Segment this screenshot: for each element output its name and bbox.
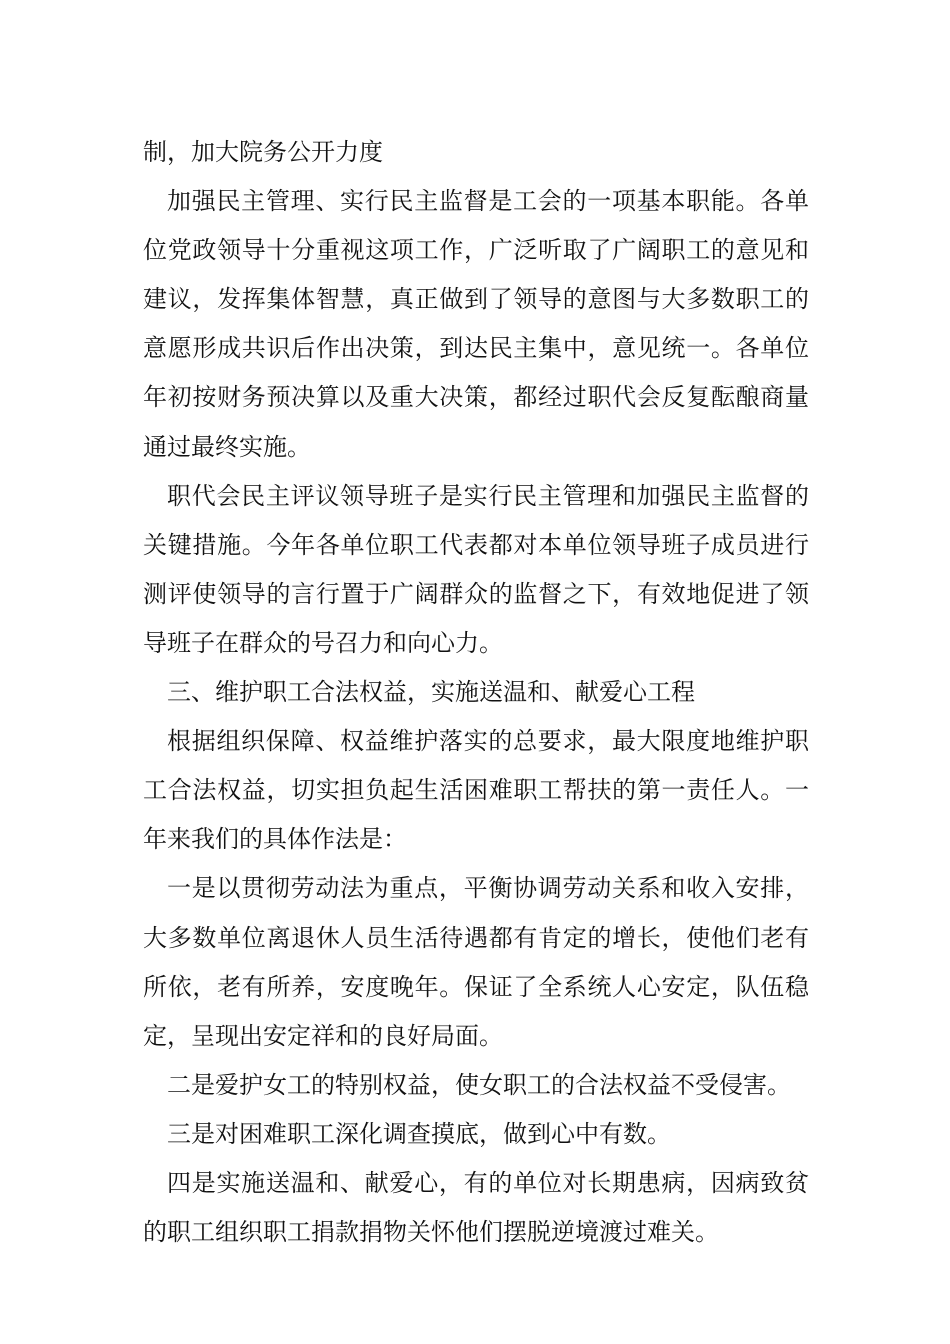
section-heading-3: 三、维护职工合法权益，实施送温和、献爱心工程 <box>167 678 695 707</box>
paragraph-item-2: 二是爱护女工的特别权益，使女职工的合法权益不受侵害。 <box>167 1070 791 1099</box>
paragraph-leadership-review: 职代会民主评议领导班子是实行民主管理和加强民主监督的关键措施。今年各单位职工代表都对本单位领导班子成员进行测评使领导的言行置于广阔群众的监督之下，有效地促进了领导班子在群众的号召力和向心力。 <box>143 481 809 657</box>
paragraph-item-3: 三是对困难职工深化调查摸底，做到心中有数。 <box>167 1119 671 1148</box>
paragraph-rights-protection: 根据组织保障、权益维护落实的总要求，最大限度地维护职工合法权益，切实担负起生活困难职工帮扶的第一责任人。一年来我们的具体作法是： <box>143 727 809 854</box>
paragraph-item-1: 一是以贯彻劳动法为重点，平衡协调劳动关系和收入安排，大多数单位离退休人员生活待遇都有肯定的增长，使他们老有所依，老有所养，安度晚年。保证了全系统人心安定，队伍稳定，呈现出安定祥和的良好局面。 <box>143 874 809 1050</box>
paragraph-democratic-management: 加强民主管理、实行民主监督是工会的一项基本职能。各单位党政领导十分重视这项工作，广泛听取了广阔职工的意见和建议，发挥集体智慧，真正做到了领导的意图与大多数职工的意愿形成共识后作出决策，到达民主集中，意见统一。各单位年初按财务预决算以及重大决策，都经过职代会反复酝酿商量通过最终实施。 <box>143 187 809 461</box>
paragraph-continuation: 制，加大院务公开力度 <box>143 138 383 166</box>
paragraph-item-4: 四是实施送温和、献爱心，有的单位对长期患病，因病致贫的职工组织职工捐款捐物关怀他们摆脱逆境渡过难关。 <box>143 1168 809 1247</box>
document-body <box>143 128 809 1257</box>
